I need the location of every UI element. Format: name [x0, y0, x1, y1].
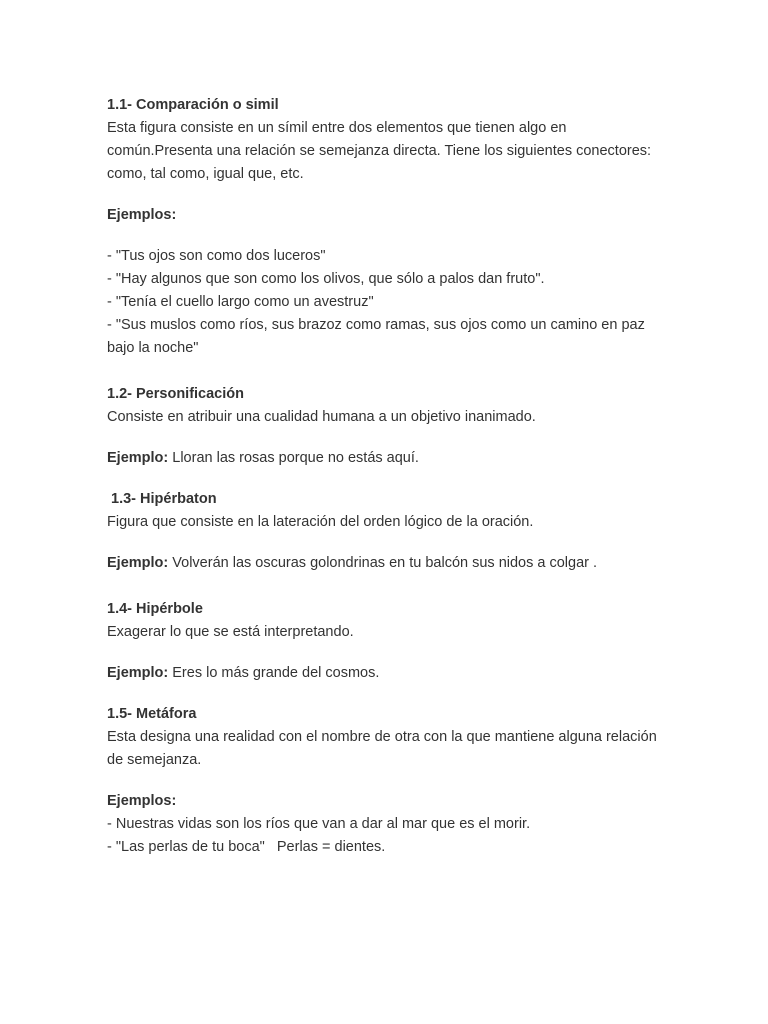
section-comparacion: [107, 94, 667, 360]
section-heading: 1.5- Metáfora: [107, 706, 197, 722]
section-description: Consiste en atribuir una cualidad humana a un objetivo inanimado.: [107, 409, 536, 425]
section-description: Figura que consiste en la lateración del orden lógico de la oración.: [107, 514, 534, 530]
example-text: Eres lo más grande del cosmos.: [168, 665, 380, 681]
section-description: Esta designa una realidad con el nombre de otra con la que mantiene alguna relación de semejanza.: [107, 729, 657, 768]
example-item: - "Tenía el cuello largo como un avestruz": [107, 294, 374, 310]
section-description: Exagerar lo que se está interpretando.: [107, 624, 354, 640]
example-label: Ejemplo:: [107, 665, 169, 681]
example-item: - "Tus ojos son como dos luceros": [107, 248, 326, 264]
section-heading: 1.4- Hipérbole: [107, 601, 203, 617]
example-line: [107, 447, 667, 470]
section-description: Esta figura consiste en un símil entre dos elementos que tienen algo en común.Presenta una relación se semejanza directa. Tiene los siguientes conectores: como, tal como, igual que, etc.: [107, 120, 652, 182]
example-text: Lloran las rosas porque no estás aquí.: [168, 450, 419, 466]
example-item: - "Las perlas de tu boca" Perlas = dientes.: [107, 839, 386, 855]
section-metafora: [107, 703, 667, 859]
examples-label: Ejemplos:: [107, 207, 177, 223]
example-line: [107, 552, 667, 575]
section-hiperbaton: [107, 488, 667, 575]
section-hiperbole: [107, 598, 667, 685]
example-line: [107, 662, 667, 685]
example-label: Ejemplo:: [107, 450, 169, 466]
examples-label: Ejemplos:: [107, 793, 177, 809]
example-item: - "Sus muslos como ríos, sus brazoz como ramas, sus ojos como un camino en paz bajo la noche": [107, 317, 645, 356]
example-item: - Nuestras vidas son los ríos que van a dar al mar que es el morir.: [107, 816, 531, 832]
document-page: [107, 94, 667, 859]
section-heading: 1.2- Personificación: [107, 386, 244, 402]
section-heading: 1.3- Hipérbaton: [107, 491, 217, 507]
section-heading: 1.1- Comparación o simil: [107, 97, 279, 113]
example-text: Volverán las oscuras golondrinas en tu balcón sus nidos a colgar .: [168, 555, 598, 571]
section-personificacion: [107, 383, 667, 470]
example-item: - "Hay algunos que son como los olivos, que sólo a palos dan fruto".: [107, 271, 545, 287]
example-label: Ejemplo:: [107, 555, 169, 571]
